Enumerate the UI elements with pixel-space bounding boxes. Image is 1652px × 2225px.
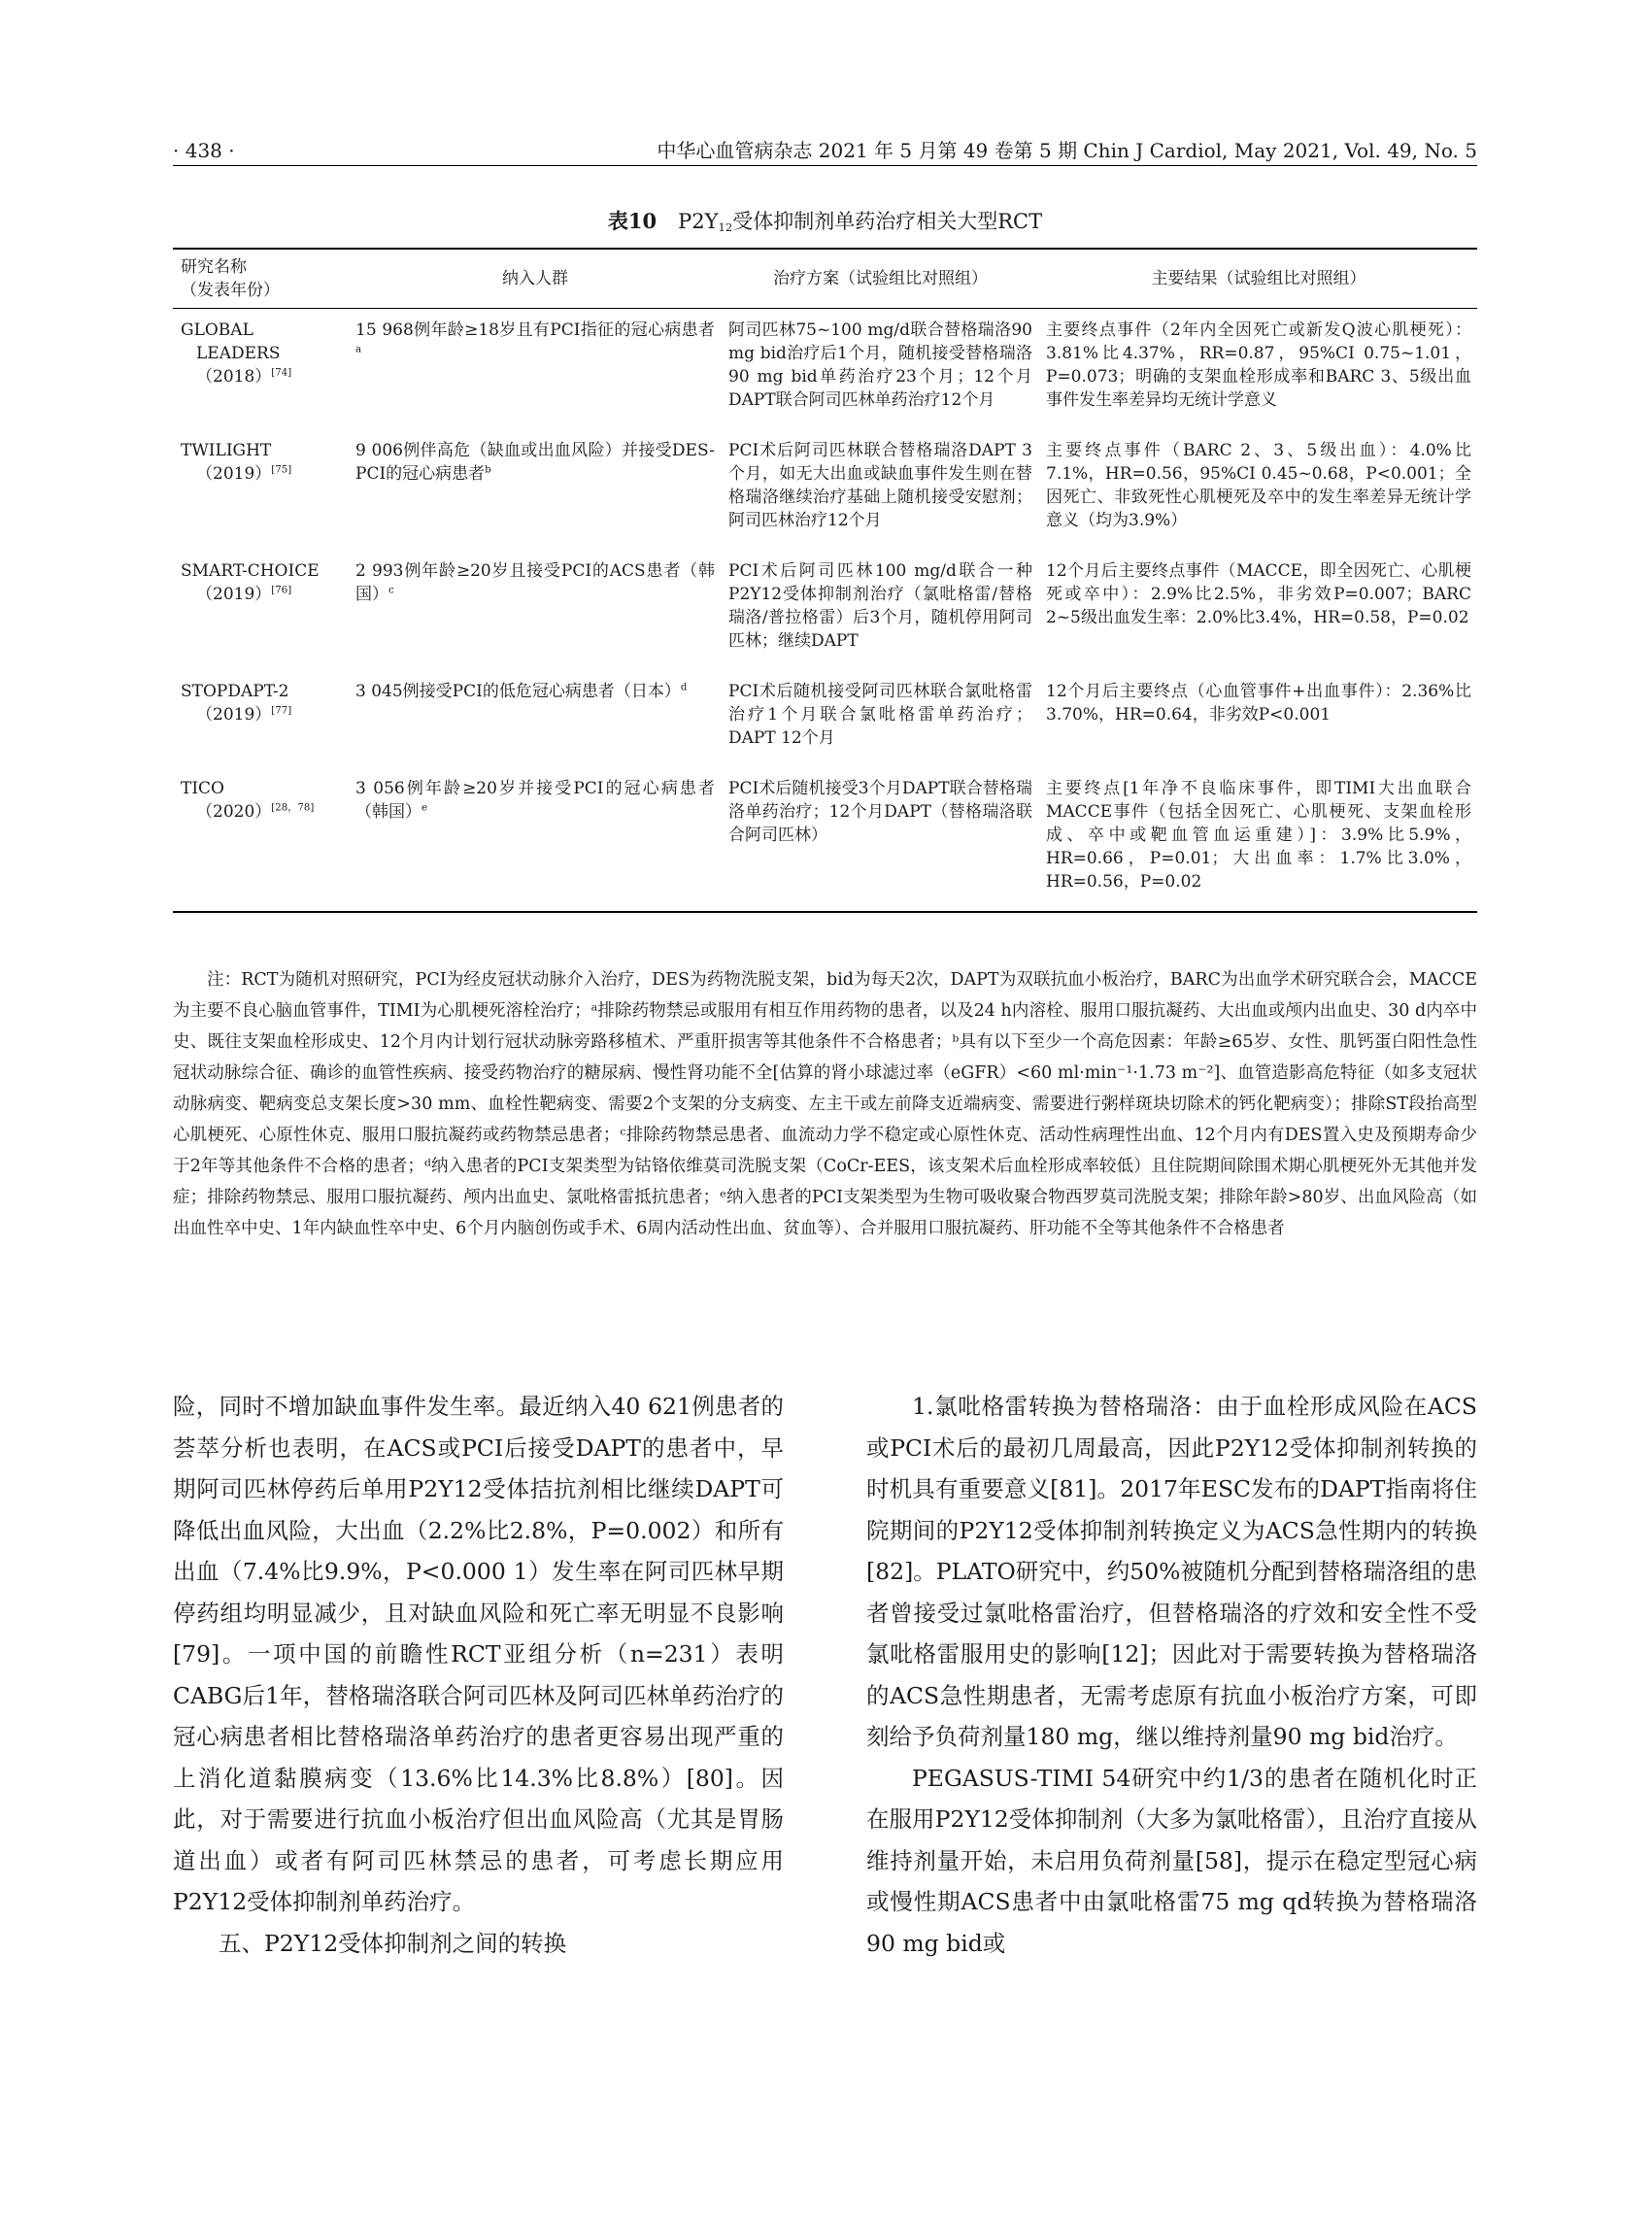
regimen-cell: PCI术后阿司匹林100 mg/d联合一种P2Y12受体抑制剂治疗（氯吡格雷/替格瑞洛/普拉格雷）后3个月，随机停用阿司匹林；继续DAPT bbox=[728, 561, 1032, 651]
regimen-cell: PCI术后阿司匹林联合替格瑞洛DAPT 3个月，如无大出血或缺血事件发生则在替格瑞洛继续治疗基础上随机接受安慰剂；阿司匹林治疗12个月 bbox=[728, 441, 1032, 530]
study-name: SMART-CHOICE bbox=[181, 561, 320, 581]
results-cell: 12个月后主要终点（心血管事件+出血事件）：2.36%比3.70%，HR=0.64，非劣效P<0.001 bbox=[1046, 682, 1471, 725]
table-row bbox=[173, 429, 1477, 550]
reference: [75] bbox=[271, 464, 292, 476]
footnote-mark: c bbox=[388, 585, 394, 596]
population-cell bbox=[348, 429, 721, 550]
population-cell bbox=[348, 670, 721, 767]
reference: [74] bbox=[271, 367, 292, 379]
year-text: （2019） bbox=[196, 585, 272, 604]
footnote-mark: b bbox=[485, 464, 491, 476]
study-name: TICO bbox=[181, 779, 224, 798]
body-paragraph: 险，同时不增加缺血事件发生率。最近纳入40 621例患者的荟萃分析也表明，在ACS或PCI后接受DAPT的患者中，早期阿司匹林停药后单用P2Y12受体拮抗剂相比继续DAPT可降低出血风险，大出血（2.2%比2.8%，P=0.002）和所有出血（7.4%比9.9%，P<0.000 1）发生率在阿司匹林早期停药组均明显减少，且对缺血风险和死亡率无明显不良影响[79]。一项中国的前瞻性RCT亚组分析（n=231）表明CABG后1年，替格瑞洛联合阿司匹林及阿司匹林单药治疗的冠心病患者相比替格瑞洛单药治疗的患者更容易出现严重的上消化道黏膜病变（13.6%比14.3%比8.8%）[80]。因此，对于需要进行抗血小板治疗但出血风险高（尤其是胃肠道出血）或者有阿司匹林禁忌的患者，可考虑长期应用P2Y12受体抑制剂单药治疗。 bbox=[173, 1393, 784, 1915]
table-row bbox=[173, 550, 1477, 670]
header-regimen: 治疗方案（试验组比对照组） bbox=[773, 269, 988, 288]
study-name: STOPDAPT-2 bbox=[181, 682, 289, 701]
table-title-subscript: 12 bbox=[718, 219, 733, 234]
results-cell: 12个月后主要终点事件（MACCE，即全因死亡、心肌梗死或卒中）：2.9%比2.5%，非劣效P=0.007；BARC 2~5级出血发生率：2.0%比3.4%，HR=0.58，P=0.02 bbox=[1046, 561, 1471, 627]
population-cell bbox=[348, 550, 721, 670]
header-study bbox=[173, 249, 348, 309]
body-paragraph: 1.氯吡格雷转换为替格瑞洛：由于血栓形成风险在ACS或PCI术后的最初几周最高，因此P2Y12受体抑制剂转换的时机具有重要意义[81]。2017年ESC发布的DAPT指南将住院期间的P2Y12受体抑制剂转换定义为ACS急性期内的转换[82]。PLATO研究中，约50%被随机分配到替格瑞洛组的患者曾接受过氯吡格雷治疗，但替格瑞洛的疗效和安全性不受氯吡格雷服用史的影响[12]；因此对于需要转换为替格瑞洛的ACS急性期患者，无需考虑原有抗血小板治疗方案，可即刻给予负荷剂量180 mg，继以维持剂量90 mg bid治疗。 bbox=[866, 1393, 1478, 1750]
study-year bbox=[181, 800, 342, 824]
journal-citation: 中华心血管病杂志 2021 年 5 月第 49 卷第 5 期 Chin J Cardiol, May 2021, Vol. 49, No. 5 bbox=[657, 139, 1477, 162]
table-title-suffix: 受体抑制剂单药治疗相关大型RCT bbox=[732, 210, 1043, 233]
population-text: 15 968例年龄≥18岁且有PCI指征的冠心病患者 bbox=[355, 320, 715, 340]
results-cell: 主要终点事件（2年内全因死亡或新发Q波心肌梗死）：3.81%比4.37%，RR=0.87，95%CI 0.75~1.01，P=0.073；明确的支架血栓形成率和BARC 3、5级出血事件发生率差异均无统计学意义 bbox=[1046, 320, 1471, 410]
study-name-cell bbox=[173, 429, 348, 550]
table-title-prefix: P2Y bbox=[678, 210, 719, 233]
study-year bbox=[181, 583, 342, 606]
study-name-cell bbox=[173, 670, 348, 767]
section-heading: 五、P2Y12受体抑制剂之间的转换 bbox=[219, 1929, 567, 1957]
population-cell bbox=[348, 767, 721, 912]
study-name-cell bbox=[173, 767, 348, 912]
rct-table bbox=[173, 248, 1477, 913]
table-header-row bbox=[173, 249, 1477, 309]
table-caption bbox=[173, 207, 1477, 236]
population-cell bbox=[348, 309, 721, 430]
results-cell: 主要终点[1年净不良临床事件，即TIMI大出血联合MACCE事件（包括全因死亡、心肌梗死、支架血栓形成、卒中或靶血管血运重建）]：3.9%比5.9%，HR=0.66，P=0.01；大出血率：1.7%比3.0%，HR=0.56，P=0.02 bbox=[1046, 779, 1471, 892]
results-cell: 主要终点事件（BARC 2、3、5级出血）：4.0%比7.1%，HR=0.56，95%CI 0.45~0.68，P<0.001；全因死亡、非致死性心肌梗死及卒中的发生率差异无统计学意义（均为3.9%） bbox=[1046, 441, 1471, 530]
study-name: GLOBAL bbox=[181, 320, 253, 340]
study-name-cell bbox=[173, 550, 348, 670]
table-row bbox=[173, 767, 1477, 912]
header-results: 主要结果（试验组比对照组） bbox=[1151, 269, 1366, 288]
year-text: （2019） bbox=[196, 464, 272, 484]
footnote-mark: a bbox=[355, 344, 362, 355]
year-text: （2020） bbox=[196, 802, 272, 822]
study-name: TWILIGHT bbox=[181, 441, 272, 460]
regimen-cell: PCI术后随机接受阿司匹林联合氯吡格雷治疗1个月联合氯吡格雷单药治疗；DAPT 12个月 bbox=[728, 682, 1032, 748]
page-number: · 438 · bbox=[173, 139, 235, 162]
table-label: 表10 bbox=[607, 209, 657, 233]
header-population: 纳入人群 bbox=[502, 269, 568, 288]
table-footnote: 注：RCT为随机对照研究，PCI为经皮冠状动脉介入治疗，DES为药物洗脱支架，bid为每天2次，DAPT为双联抗血小板治疗，BARC为出血学术研究联合会，MACCE为主要不良心脑血管事件，TIMI为心肌梗死溶栓治疗；ᵃ排除药物禁忌或服用有相互作用药物的患者，以及24 h内溶栓、服用口服抗凝药、大出血或颅内出血史、30 d内卒中史、既往支架血栓形成史、12个月内计划行冠状动脉旁路移植术、严重肝损害等其他条件不合格患者；ᵇ具有以下至少一个高危因素：年龄≥65岁、女性、肌钙蛋白阳性急性冠状动脉综合征、确诊的血管性疾病、接受药物治疗的糖尿病、慢性肾功能不全[估算的肾小球滤过率（eGFR）<60 ml·min⁻¹·1.73 m⁻²]、血管造影高危特征（如多支冠状动脉病变、靶病变总支架长度>30 mm、血栓性靶病变、需要2个支架的分支病变、左主干或左前降支近端病变、需要进行粥样斑块切除术的钙化靶病变）；排除ST段抬高型心肌梗死、心原性休克、服用口服抗凝药或药物禁忌患者；ᶜ排除药物禁忌患者、血流动力学不稳定或心原性休克、活动性病理性出血、12个月内有DES置入史及预期寿命少于2年等其他条件不合格的患者；ᵈ纳入患者的PCI支架类型为钴铬依维莫司洗脱支架（CoCr-EES，该支架术后血栓形成率较低）且住院期间除围术期心肌梗死外无其他并发症；排除药物禁忌、服用口服抗凝药、颅内出血史、氯吡格雷抵抗患者；ᵉ纳入患者的PCI支架类型为生物可吸收聚合物西罗莫司洗脱支架；排除年龄>80岁、出血风险高（如出血性卒中史、1年内缺血性卒中史、6个月内脑创伤或手术、6周内活动性出血、贫血等）、合并服用口服抗凝药、肝功能不全等其他条件不合格患者 bbox=[173, 970, 1477, 1238]
footnote-mark: e bbox=[421, 802, 428, 814]
reference: [76] bbox=[271, 585, 292, 596]
reference: [77] bbox=[271, 705, 292, 717]
population-text: 3 056例年龄≥20岁并接受PCI的冠心病患者（韩国） bbox=[355, 779, 715, 822]
table-row bbox=[173, 670, 1477, 767]
reference: [28，78] bbox=[271, 802, 315, 814]
year-text: （2018） bbox=[196, 367, 272, 387]
population-text: 9 006例伴高危（缺血或出血风险）并接受DES-PCI的冠心病患者 bbox=[355, 441, 715, 484]
study-year bbox=[181, 703, 342, 726]
regimen-cell: PCI术后随机接受3个月DAPT联合替格瑞洛单药治疗；12个月DAPT（替格瑞洛联合阿司匹林） bbox=[728, 779, 1032, 845]
study-year bbox=[181, 462, 342, 486]
regimen-cell: 阿司匹林75~100 mg/d联合替格瑞洛90 mg bid治疗后1个月，随机接受替格瑞洛90 mg bid单药治疗23个月；12个月DAPT联合阿司匹林单药治疗12个月 bbox=[728, 320, 1032, 410]
study-name-cell bbox=[173, 309, 348, 430]
study-name-line2: LEADERS bbox=[196, 344, 281, 363]
body-paragraph: PEGASUS-TIMI 54研究中约1/3的患者在随机化时正在服用P2Y12受体抑制剂（大多为氯吡格雷），且治疗直接从维持剂量开始，未启用负荷剂量[58]，提示在稳定型冠心病或慢性期ACS患者中由氯吡格雷75 mg qd转换为替格瑞洛90 mg bid或 bbox=[866, 1764, 1477, 1957]
header-study-line2: （发表年份） bbox=[181, 281, 280, 300]
body-column-left bbox=[173, 1386, 784, 1964]
table-row bbox=[173, 309, 1477, 430]
year-text: （2019） bbox=[196, 705, 272, 725]
population-text: 3 045例接受PCI的低危冠心病患者（日本） bbox=[355, 682, 681, 701]
running-header bbox=[173, 136, 1477, 166]
population-text: 2 993例年龄≥20岁且接受PCI的ACS患者（韩国） bbox=[355, 561, 715, 604]
footnote-mark: d bbox=[680, 682, 688, 693]
body-column-right bbox=[866, 1386, 1477, 1964]
study-year bbox=[181, 365, 342, 388]
header-study-line1: 研究名称 bbox=[181, 257, 247, 277]
